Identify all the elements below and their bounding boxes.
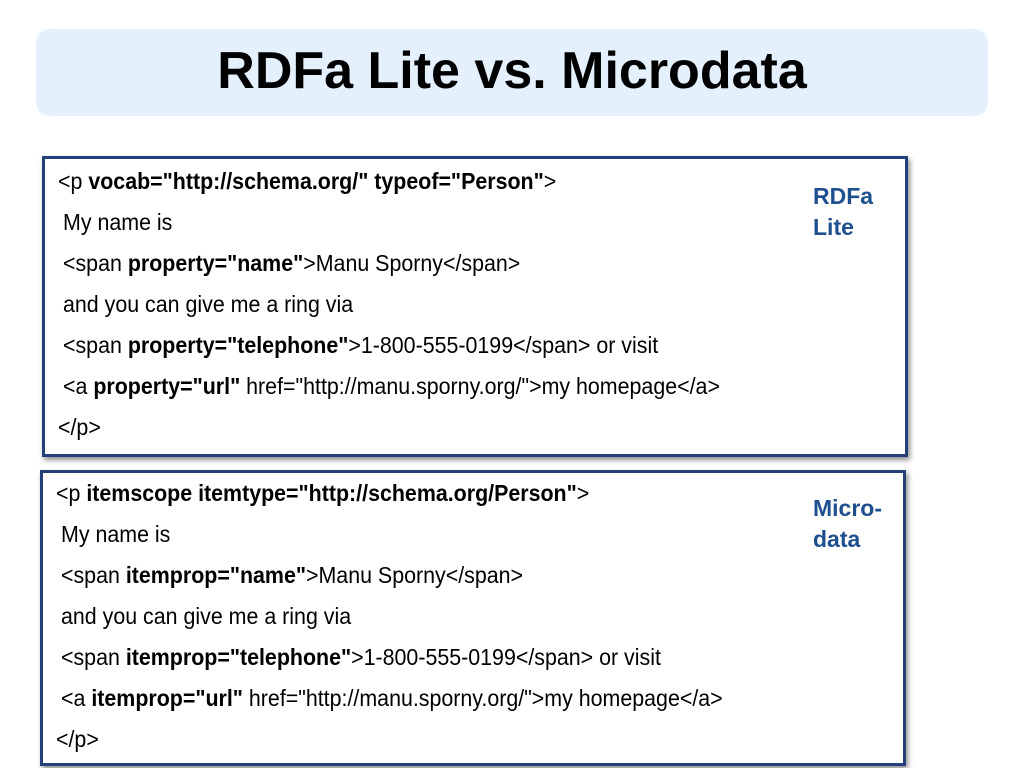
microdata-code-line-1: <p itemscope itemtype="http://schema.org/Person"> xyxy=(56,480,590,506)
rdfa-code-line-2: My name is xyxy=(63,209,173,235)
microdata-code-box xyxy=(40,470,906,766)
microdata-code-line-2: My name is xyxy=(61,521,171,547)
rdfa-code-line-4: and you can give me a ring via xyxy=(63,291,354,317)
microdata-code-line-6: <a itemprop="url" href="http://manu.sporny.org/">my homepage</a> xyxy=(61,685,723,711)
rdfa-code-line-1: <p vocab="http://schema.org/" typeof="Person"> xyxy=(58,168,557,194)
rdfa-code-line-5: <span property="telephone">1-800-555-0199</span> or visit xyxy=(63,332,659,358)
rdfa-lite-label: RDFa Lite xyxy=(813,183,874,240)
rdfa-lite-code-box xyxy=(42,156,908,457)
microdata-code-line-7: </p> xyxy=(56,726,99,752)
slide-title: RDFa Lite vs. Microdata xyxy=(217,41,807,100)
microdata-label: Micro- data xyxy=(813,495,882,552)
title-bar xyxy=(36,29,988,116)
rdfa-code-line-6: <a property="url" href="http://manu.sporny.org/">my homepage</a> xyxy=(63,373,720,399)
microdata-code-line-5: <span itemprop="telephone">1-800-555-0199</span> or visit xyxy=(61,644,661,670)
microdata-code-line-4: and you can give me a ring via xyxy=(61,603,352,629)
rdfa-code-line-3: <span property="name">Manu Sporny</span> xyxy=(63,250,521,276)
microdata-code-line-3: <span itemprop="name">Manu Sporny</span> xyxy=(61,562,524,588)
rdfa-code-line-7: </p> xyxy=(58,414,101,440)
